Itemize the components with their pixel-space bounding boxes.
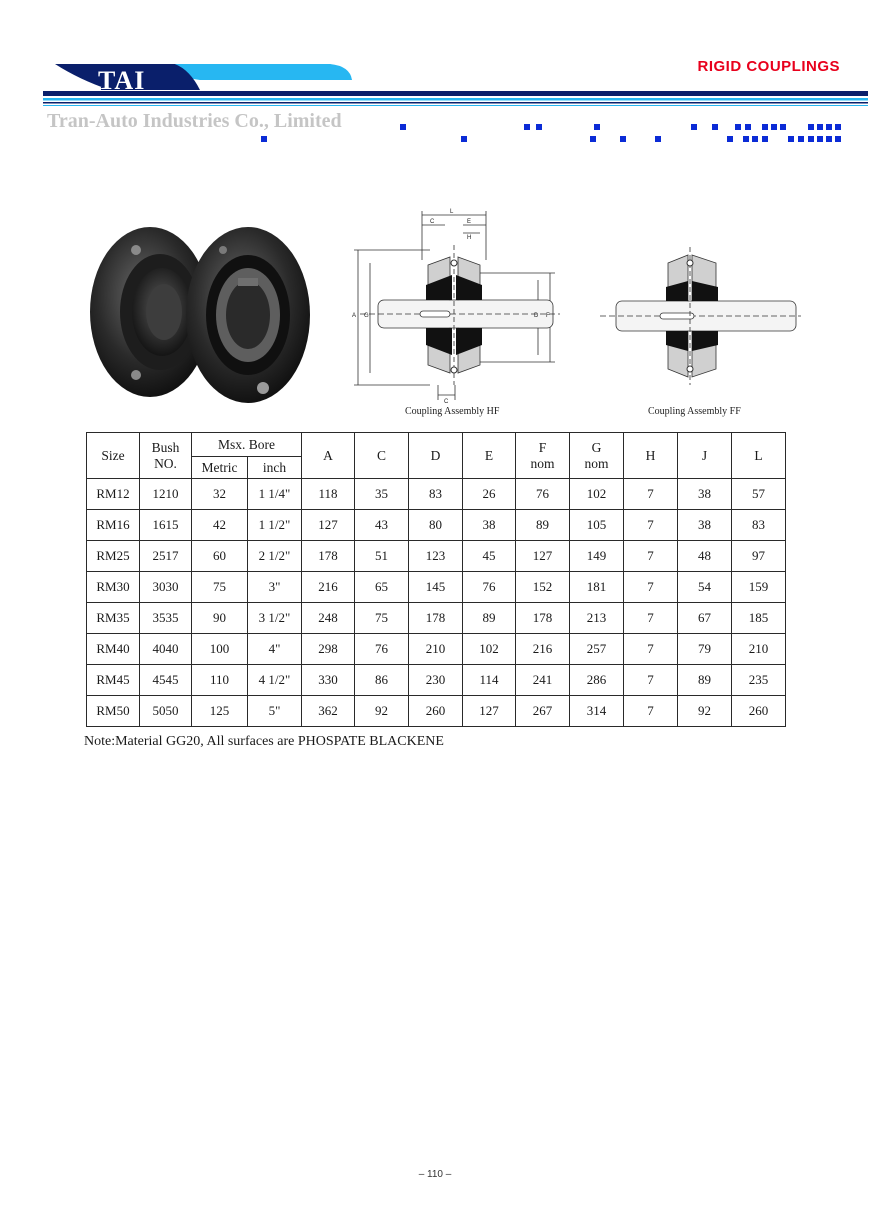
table-cell: 26	[463, 479, 516, 510]
table-cell: 260	[732, 696, 786, 727]
table-cell: 159	[732, 572, 786, 603]
material-note: Note:Material GG20, All surfaces are PHOSPATE BLACKENE	[84, 734, 444, 749]
table-cell: 267	[516, 696, 570, 727]
table-cell: 7	[624, 665, 678, 696]
table-row	[87, 603, 786, 634]
header-d: D	[409, 433, 463, 479]
table-cell: 42	[192, 510, 248, 541]
header-max-bore: Msx. Bore	[192, 433, 302, 457]
header-bush: Bush NO.	[140, 433, 192, 479]
table-cell: RM45	[87, 665, 140, 696]
label-g: G	[364, 313, 369, 319]
table-cell: 241	[516, 665, 570, 696]
table-cell: 76	[463, 572, 516, 603]
header-e: E	[463, 433, 516, 479]
label-c-bottom: C	[444, 399, 449, 405]
table-cell: 80	[409, 510, 463, 541]
header-size: Size	[87, 433, 140, 479]
table-cell: 213	[570, 603, 624, 634]
table-cell: 92	[678, 696, 732, 727]
table-cell: 86	[355, 665, 409, 696]
table-cell: 7	[624, 510, 678, 541]
table-cell: 60	[192, 541, 248, 572]
table-cell: 4040	[140, 634, 192, 665]
table-cell: 4545	[140, 665, 192, 696]
table-cell: 43	[355, 510, 409, 541]
table-cell: 32	[192, 479, 248, 510]
table-cell: 2517	[140, 541, 192, 572]
company-logo: TAI	[98, 66, 146, 95]
table-cell: 83	[409, 479, 463, 510]
header-a: A	[302, 433, 355, 479]
table-cell: 185	[732, 603, 786, 634]
header	[0, 0, 870, 160]
table-cell: 5050	[140, 696, 192, 727]
coupling-ff-diagram	[598, 245, 803, 420]
table-cell: 89	[516, 510, 570, 541]
table-cell: 123	[409, 541, 463, 572]
table-cell: 90	[192, 603, 248, 634]
label-c: C	[430, 219, 435, 225]
spec-table	[86, 432, 786, 727]
table-cell: 102	[570, 479, 624, 510]
table-cell: 75	[355, 603, 409, 634]
label-e: E	[467, 219, 472, 225]
table-cell: RM16	[87, 510, 140, 541]
coupling-hf-diagram	[350, 205, 565, 420]
table-cell: RM25	[87, 541, 140, 572]
table-cell: 362	[302, 696, 355, 727]
table-cell: 79	[678, 634, 732, 665]
table-cell: 127	[516, 541, 570, 572]
label-l: L	[450, 209, 454, 215]
table-cell: 57	[732, 479, 786, 510]
table-cell: 210	[732, 634, 786, 665]
table-cell: 3 1/2"	[248, 603, 302, 634]
table-cell: 248	[302, 603, 355, 634]
header-metric: Metric	[192, 457, 248, 479]
table-cell: 125	[192, 696, 248, 727]
table-cell: 7	[624, 696, 678, 727]
table-cell: RM30	[87, 572, 140, 603]
table-cell: 102	[463, 634, 516, 665]
table-cell: 4 1/2"	[248, 665, 302, 696]
header-h: H	[624, 433, 678, 479]
table-cell: 76	[516, 479, 570, 510]
table-cell: 230	[409, 665, 463, 696]
table-cell: 65	[355, 572, 409, 603]
table-cell: 4"	[248, 634, 302, 665]
table-cell: 298	[302, 634, 355, 665]
table-cell: 7	[624, 603, 678, 634]
table-row	[87, 696, 786, 727]
table-cell: 286	[570, 665, 624, 696]
table-cell: 178	[409, 603, 463, 634]
table-cell: 54	[678, 572, 732, 603]
page-number: – 110 –	[418, 1169, 452, 1180]
table-cell: 260	[409, 696, 463, 727]
table-row	[87, 665, 786, 696]
table-cell: 51	[355, 541, 409, 572]
label-h: H	[467, 235, 472, 241]
table-cell: 38	[678, 510, 732, 541]
table-cell: 75	[192, 572, 248, 603]
coupling-photo	[88, 220, 313, 410]
table-cell: 1210	[140, 479, 192, 510]
table-cell: 235	[732, 665, 786, 696]
table-cell: 145	[409, 572, 463, 603]
table-cell: 257	[570, 634, 624, 665]
table-cell: 149	[570, 541, 624, 572]
table-cell: 181	[570, 572, 624, 603]
table-cell: 3"	[248, 572, 302, 603]
table-cell: 38	[678, 479, 732, 510]
table-cell: 127	[302, 510, 355, 541]
table-cell: 178	[302, 541, 355, 572]
table-cell: 5"	[248, 696, 302, 727]
table-cell: 89	[463, 603, 516, 634]
table-cell: 35	[355, 479, 409, 510]
table-cell: RM12	[87, 479, 140, 510]
table-cell: 7	[624, 479, 678, 510]
label-d: D	[534, 313, 539, 319]
table-cell: 110	[192, 665, 248, 696]
table-row	[87, 479, 786, 510]
table-cell: RM35	[87, 603, 140, 634]
header-g: G nom	[570, 433, 624, 479]
page-title: RIGID COUPLINGS	[697, 58, 840, 75]
table-cell: 45	[463, 541, 516, 572]
caption-ff: Coupling Assembly FF	[648, 406, 741, 417]
table-cell: 76	[355, 634, 409, 665]
table-cell: 1 1/2"	[248, 510, 302, 541]
table-cell: 1615	[140, 510, 192, 541]
table-cell: 2 1/2"	[248, 541, 302, 572]
table-row	[87, 572, 786, 603]
table-cell: 210	[409, 634, 463, 665]
table-cell: 105	[570, 510, 624, 541]
table-cell: 89	[678, 665, 732, 696]
table-cell: 178	[516, 603, 570, 634]
table-cell: 1 1/4"	[248, 479, 302, 510]
table-cell: 100	[192, 634, 248, 665]
caption-hf: Coupling Assembly HF	[405, 406, 500, 417]
table-cell: RM50	[87, 696, 140, 727]
table-cell: 92	[355, 696, 409, 727]
table-cell: 216	[302, 572, 355, 603]
table-cell: 67	[678, 603, 732, 634]
table-cell: 3535	[140, 603, 192, 634]
table-cell: 127	[463, 696, 516, 727]
table-cell: 216	[516, 634, 570, 665]
table-cell: 118	[302, 479, 355, 510]
table-row	[87, 634, 786, 665]
table-cell: 152	[516, 572, 570, 603]
table-cell: RM40	[87, 634, 140, 665]
table-cell: 7	[624, 541, 678, 572]
table-cell: 48	[678, 541, 732, 572]
table-cell: 314	[570, 696, 624, 727]
label-a: A	[352, 313, 357, 319]
table-cell: 7	[624, 572, 678, 603]
spec-table-body	[87, 479, 786, 727]
company-name: Tran-Auto Industries Co., Limited	[47, 110, 342, 132]
table-cell: 38	[463, 510, 516, 541]
header-c: C	[355, 433, 409, 479]
header-f: F nom	[516, 433, 570, 479]
header-j: J	[678, 433, 732, 479]
table-cell: 3030	[140, 572, 192, 603]
header-l: L	[732, 433, 786, 479]
table-cell: 330	[302, 665, 355, 696]
table-cell: 83	[732, 510, 786, 541]
table-cell: 114	[463, 665, 516, 696]
table-cell: 7	[624, 634, 678, 665]
table-row	[87, 541, 786, 572]
header-inch: inch	[248, 457, 302, 479]
label-f: F	[546, 313, 550, 319]
table-cell: 97	[732, 541, 786, 572]
table-row	[87, 510, 786, 541]
